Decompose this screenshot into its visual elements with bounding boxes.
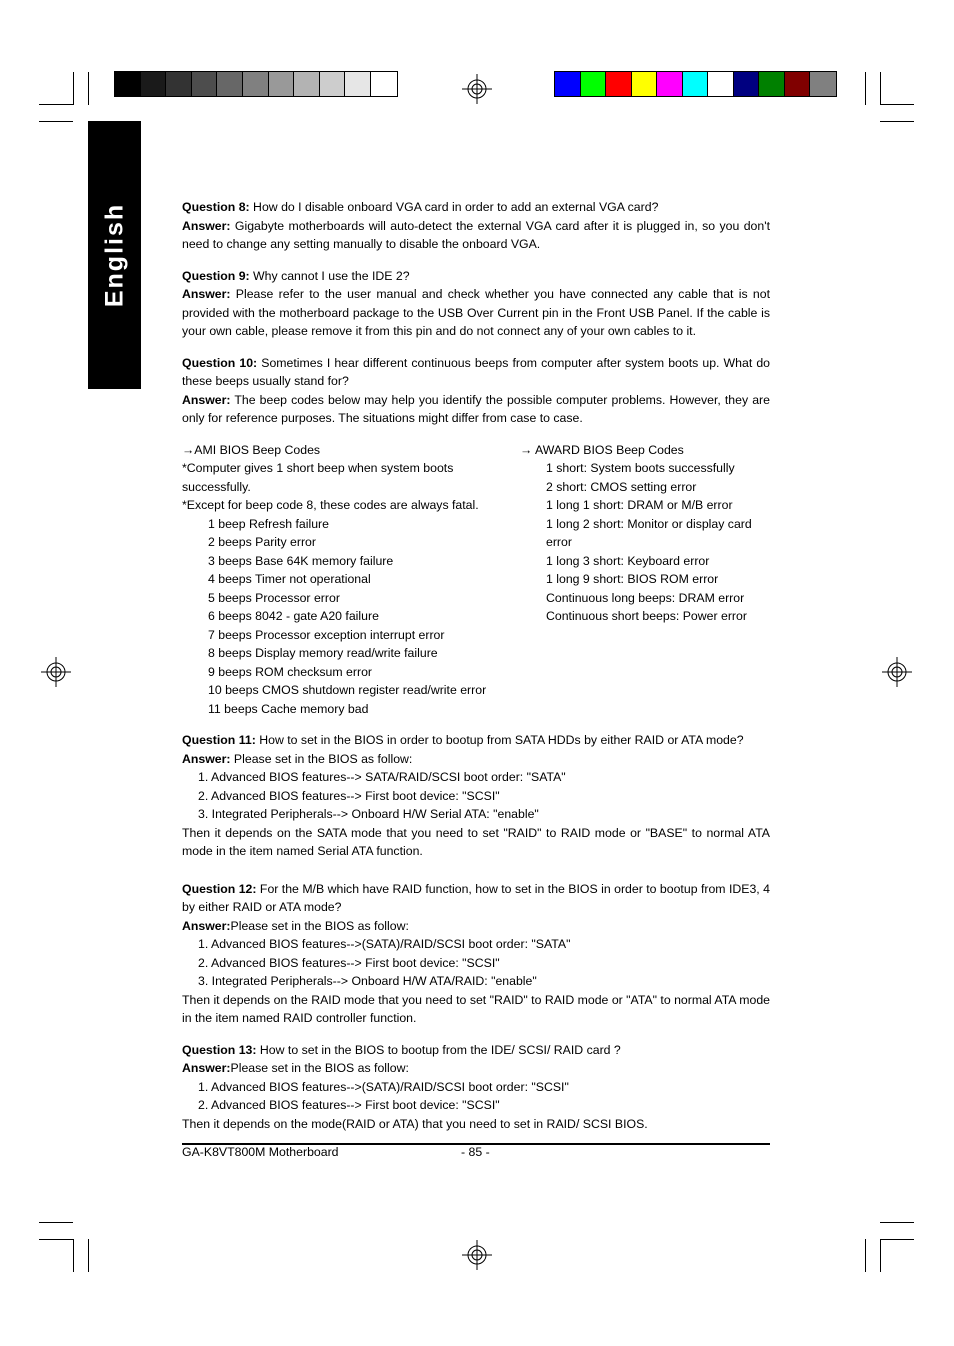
question-label: Question 13: (182, 1042, 257, 1057)
ami-note: *Computer gives 1 short beep when system boots successfully. (182, 461, 454, 494)
registration-mark-icon (462, 74, 492, 104)
color-swatch (606, 72, 632, 96)
beep-code: 5 beeps Processor error (208, 590, 340, 605)
beep-code: 1 long 2 short: Monitor or display card error (546, 516, 752, 549)
crop-mark (39, 1222, 73, 1223)
color-swatch (759, 72, 785, 96)
bios-step: 3. Integrated Peripherals--> Onboard H/W ATA/RAID: "enable" (198, 974, 537, 988)
crop-mark (880, 1222, 914, 1223)
color-swatch (243, 72, 269, 96)
beep-code: Continuous long beeps: DRAM error (546, 590, 745, 605)
beep-code: 7 beeps Processor exception interrupt error (208, 627, 445, 642)
question-label: Question 10: (182, 355, 258, 370)
color-swatch (166, 72, 192, 96)
crop-mark (865, 1239, 866, 1272)
color-swatch (371, 72, 397, 96)
faq-content (182, 198, 770, 1133)
question-label: Question 8: (182, 200, 250, 214)
language-tab (88, 121, 141, 389)
answer-label: Answer: (182, 918, 231, 933)
color-swatch (657, 72, 683, 96)
color-swatch (555, 72, 581, 96)
ami-beep-codes (182, 441, 520, 719)
grayscale-calibration-bar (114, 71, 398, 97)
color-swatch (320, 72, 346, 96)
color-calibration-bar (554, 71, 837, 97)
color-swatch (217, 72, 243, 96)
beep-code: 9 beeps ROM checksum error (208, 664, 373, 679)
answer-13 (182, 1059, 770, 1078)
ami-heading: →AMI BIOS Beep Codes (182, 442, 321, 457)
bios-step: 2. Advanced BIOS features--> First boot device: "SCSI" (198, 1098, 500, 1112)
bios-step: 3. Integrated Peripherals--> Onboard H/W Serial ATA: "enable" (198, 807, 539, 821)
question-10 (182, 354, 770, 391)
color-swatch (632, 72, 658, 96)
answer-text: Please set in the BIOS as follow: (230, 751, 413, 766)
beep-code: 2 beeps Parity error (208, 535, 316, 549)
crop-mark (39, 104, 73, 105)
language-tab-label: English (100, 202, 128, 308)
question-label: Question 9: (182, 268, 250, 283)
answer-text: Gigabyte motherboards will auto-detect the external VGA card after it is plugged in, so you don't need to change any setting manually to disable the onboard VGA. (182, 218, 770, 251)
bios-step: 2. Advanced BIOS features--> First boot device: "SCSI" (198, 955, 500, 970)
page-number: - 85 - (461, 1145, 490, 1159)
beep-code: 1 long 1 short: DRAM or M/B error (546, 498, 733, 512)
crop-mark (880, 121, 914, 122)
bios-step: 1. Advanced BIOS features--> SATA/RAID/SCSI boot order: "SATA" (198, 770, 566, 784)
crop-mark (73, 72, 74, 105)
answer-9 (182, 285, 770, 341)
beep-code: 3 beeps Base 64K memory failure (208, 553, 394, 568)
beep-codes-table (182, 441, 770, 719)
color-swatch (115, 72, 141, 96)
beep-code: 6 beeps 8042 - gate A20 failure (208, 609, 379, 623)
color-swatch (581, 72, 607, 96)
crop-mark (88, 1239, 89, 1272)
question-text: How to set in the BIOS in order to bootup from SATA HDDs by either RAID or ATA mode? (255, 733, 744, 747)
beep-code: 10 beeps CMOS shutdown register read/write error (208, 683, 487, 697)
question-label: Question 12: (182, 881, 257, 896)
question-label: Question 11: (182, 733, 256, 747)
registration-mark-icon (882, 657, 912, 687)
color-swatch (785, 72, 811, 96)
answer-11 (182, 750, 770, 769)
beep-code: Continuous short beeps: Power error (546, 609, 747, 623)
beep-code: 1 beep Refresh failure (208, 516, 329, 531)
crop-mark (88, 72, 89, 105)
question-text: Why cannot I use the IDE 2? (249, 268, 410, 283)
answer-label: Answer: (182, 1061, 231, 1075)
beep-code: 1 long 3 short: Keyboard error (546, 553, 710, 568)
beep-code: 2 short: CMOS setting error (546, 479, 697, 494)
color-swatch (345, 72, 371, 96)
color-swatch (734, 72, 760, 96)
crop-mark (865, 72, 866, 105)
crop-mark (880, 1239, 914, 1240)
ami-note: *Except for beep code 8, these codes are always fatal. (182, 498, 479, 512)
answer-label: Answer: (182, 287, 231, 301)
bios-step: 2. Advanced BIOS features--> First boot device: "SCSI" (198, 788, 500, 803)
crop-mark (880, 72, 881, 105)
answer-followup: Then it depends on the RAID mode that you need to set "RAID" to RAID mode or "ATA" to normal ATA mode in the item named RAID controller function. (182, 992, 770, 1025)
award-beep-codes (520, 441, 770, 719)
question-text: How do I disable onboard VGA card in order to add an external VGA card? (249, 200, 659, 214)
answer-label: Answer: (182, 218, 231, 233)
question-text: How to set in the BIOS to bootup from the IDE/ SCSI/ RAID card ? (256, 1042, 621, 1057)
color-swatch (708, 72, 734, 96)
question-text: Sometimes I hear different continuous beeps from computer after system boots up. What do these beeps usually stand for? (182, 355, 771, 388)
answer-8 (182, 217, 770, 254)
question-8 (182, 198, 770, 217)
color-swatch (294, 72, 320, 96)
answer-label: Answer: (182, 751, 231, 766)
answer-label: Answer: (182, 392, 231, 407)
answer-text: Please refer to the user manual and check whether you have connected any cable that is not provided with the motherboard package to the USB Over Current pin in the Front USB Panel. If the cable is your own cable, please remove it from this pin and do not connect any of your own cables to it. (182, 287, 770, 338)
crop-mark (39, 121, 73, 122)
beep-code: 11 beeps Cache memory bad (208, 701, 369, 716)
question-13 (182, 1041, 770, 1060)
crop-mark (880, 1239, 881, 1272)
crop-mark (73, 1239, 74, 1272)
award-heading: → AWARD BIOS Beep Codes (520, 442, 684, 457)
registration-mark-icon (41, 657, 71, 687)
answer-10 (182, 391, 770, 428)
bios-step: 1. Advanced BIOS features-->(SATA)/RAID/SCSI boot order: "SATA" (198, 937, 571, 951)
bios-step: 1. Advanced BIOS features-->(SATA)/RAID/SCSI boot order: "SCSI" (198, 1079, 569, 1094)
answer-text: Please set in the BIOS as follow: (230, 918, 409, 933)
color-swatch (810, 72, 836, 96)
crop-mark (39, 1239, 73, 1240)
footer-model: GA-K8VT800M Motherboard (182, 1145, 339, 1159)
answer-followup: Then it depends on the SATA mode that you need to set "RAID" to RAID mode or "BASE" to normal ATA mode in the item named Serial ATA function. (182, 825, 770, 858)
color-swatch (269, 72, 295, 96)
beep-code: 4 beeps Timer not operational (208, 572, 371, 586)
color-swatch (192, 72, 218, 96)
question-12 (182, 880, 770, 917)
answer-followup: Then it depends on the mode(RAID or ATA) that you need to set in RAID/ SCSI BIOS. (182, 1116, 648, 1131)
question-9 (182, 267, 770, 286)
answer-text: The beep codes below may help you identify the possible computer problems. However, they are only for reference purposes. The situations might differ from case to case. (182, 392, 770, 425)
color-swatch (141, 72, 167, 96)
beep-code: 8 beeps Display memory read/write failure (208, 646, 438, 660)
answer-text: Please set in the BIOS as follow: (230, 1061, 409, 1075)
beep-code: 1 short: System boots successfully (546, 461, 735, 475)
registration-mark-icon (462, 1240, 492, 1270)
question-text: For the M/B which have RAID function, how to set in the BIOS in order to bootup from IDE3, 4 by either RAID or ATA mode? (182, 881, 770, 914)
color-swatch (683, 72, 709, 96)
question-11 (182, 731, 770, 750)
answer-12 (182, 917, 770, 936)
crop-mark (880, 104, 914, 105)
beep-code: 1 long 9 short: BIOS ROM error (546, 572, 719, 586)
